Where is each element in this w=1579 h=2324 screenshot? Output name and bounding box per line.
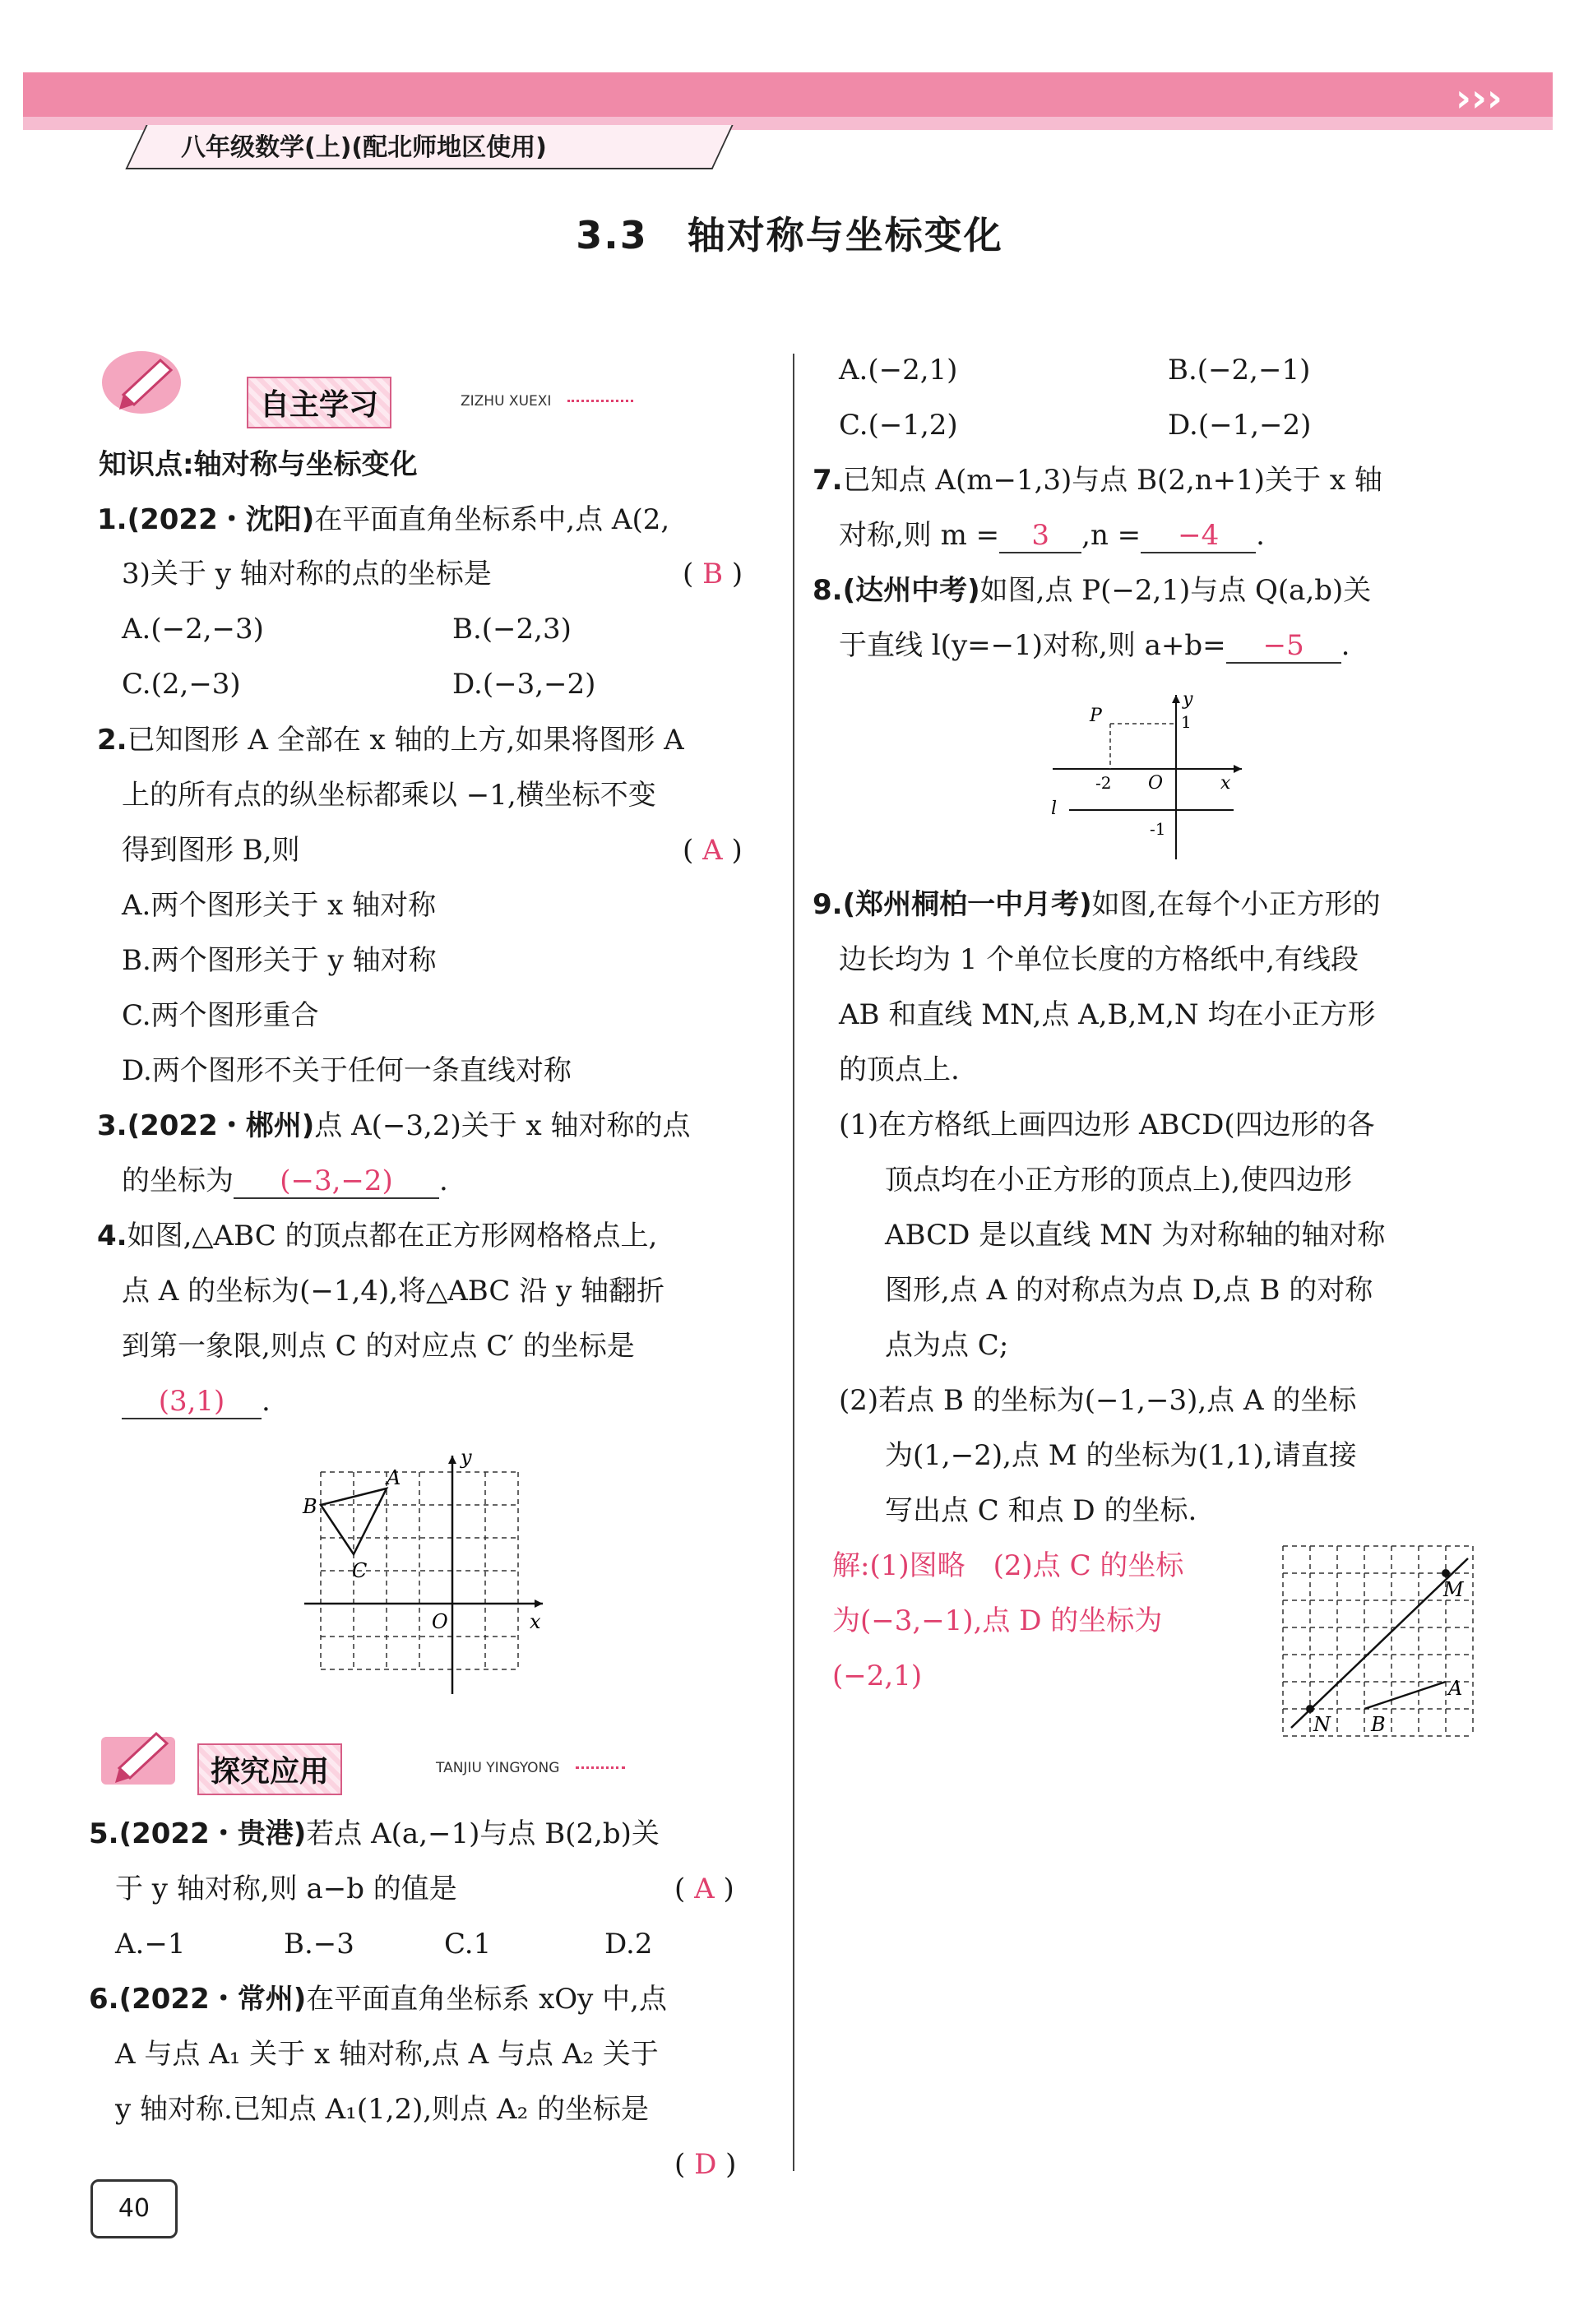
pen-notebook-icon	[95, 1719, 185, 1793]
q3-line1: 3.(2022・郴州)点 A(−3,2)关于 x 轴对称的点	[97, 1109, 691, 1142]
q9-part1-line4: 图形,点 A 的对称点为点 D,点 B 的对称	[885, 1274, 1373, 1307]
q4-line4: (3,1) .	[122, 1385, 271, 1419]
q9-solution-line2: 为(−3,−1),点 D 的坐标为	[832, 1604, 1163, 1637]
q9-part2-line1: (2)若点 B 的坐标为(−1,−3),点 A 的坐标	[839, 1384, 1357, 1417]
q8-answer: −5	[1226, 629, 1341, 664]
q9-grid-figure	[1279, 1542, 1484, 1743]
q2-option-d: D.两个图形不关于任何一条直线对称	[122, 1054, 572, 1087]
q6-answer: ( D )	[674, 2148, 737, 2181]
q6-option-d: D.(−1,−2)	[1168, 409, 1312, 442]
q9-solution-line1: 解:(1)图略 (2)点 C 的坐标	[832, 1549, 1184, 1582]
q9-solution-line3: (−2,1)	[832, 1660, 923, 1692]
q9-label-a: A	[1448, 1677, 1463, 1700]
q4-grid-figure	[296, 1447, 559, 1702]
q8-label-neg1: -1	[1150, 819, 1166, 839]
q1-option-c: C.(2,−3)	[122, 668, 241, 701]
section-self-study: 自主学习	[247, 377, 391, 428]
q9-line4: 的顶点上.	[839, 1053, 960, 1086]
q7-answer-m: 3	[999, 519, 1081, 553]
q2-line3: 得到图形 B,则	[122, 834, 300, 867]
dotted-arrow	[576, 1766, 625, 1769]
q1-option-b: B.(−2,3)	[452, 613, 572, 646]
header-band	[23, 72, 1553, 117]
q8-label-x: x	[1220, 773, 1231, 794]
q9-label-b: B	[1371, 1713, 1386, 1736]
q5-line2: 于 y 轴对称,则 a−b 的值是	[115, 1873, 457, 1905]
dotted-arrow	[567, 400, 633, 402]
q6-option-c: C.(−1,2)	[839, 409, 958, 442]
q6-option-a: A.(−2,1)	[839, 354, 958, 387]
section-explore-apply-pinyin: TANJIU YINGYONG	[436, 1760, 560, 1776]
q3-line2: 的坐标为 (−3,−2) .	[122, 1164, 448, 1197]
knowledge-point: 知识点:轴对称与坐标变化	[99, 448, 418, 481]
q2-option-a: A.两个图形关于 x 轴对称	[122, 889, 437, 922]
q2-line1: 2.已知图形 A 全部在 x 轴的上方,如果将图形 A	[97, 724, 684, 757]
q4-label-y: y	[461, 1447, 472, 1469]
q4-line2: 点 A 的坐标为(−1,4),将△ABC 沿 y 轴翻折	[122, 1275, 665, 1308]
section-self-study-pinyin: ZIZHU XUEXI	[461, 393, 552, 410]
q1-option-d: D.(−3,−2)	[452, 668, 596, 701]
q3-answer: (−3,−2)	[234, 1164, 439, 1199]
q8-axes-figure	[1044, 687, 1258, 863]
chevron-right-icon: ›››	[1456, 76, 1503, 120]
q4-label-b: B	[303, 1495, 317, 1518]
q8-label-p: P	[1090, 706, 1102, 726]
section-explore-apply: 探究应用	[197, 1743, 342, 1795]
page-title: 3.3 轴对称与坐标变化	[576, 213, 1003, 257]
q8-label-y: y	[1183, 689, 1193, 710]
q2-answer: ( A )	[683, 834, 743, 867]
q9-part2-line2: 为(1,−2),点 M 的坐标为(1,1),请直接	[885, 1439, 1357, 1472]
column-divider	[793, 354, 794, 2171]
q9-part1-line1: (1)在方格纸上画四边形 ABCD(四边形的各	[839, 1109, 1375, 1141]
q9-part1-line5: 点为点 C;	[885, 1329, 1009, 1362]
q6-line1: 6.(2022・常州)在平面直角坐标系 xOy 中,点	[89, 1983, 667, 2016]
q1-option-a: A.(−2,−3)	[122, 613, 264, 646]
q4-line1: 4.如图,△ABC 的顶点都在正方形网格格点上,	[97, 1220, 658, 1252]
q5-option-b: B.−3	[284, 1928, 354, 1961]
q4-line3: 到第一象限,则点 C 的对应点 C′ 的坐标是	[122, 1330, 635, 1363]
q9-label-m: M	[1443, 1578, 1464, 1601]
q1-answer: ( B )	[683, 558, 743, 590]
q9-line1: 9.(郑州桐柏一中月考)如图,在每个小正方形的	[813, 888, 1381, 921]
q9-part1-line2: 顶点均在小正方形的顶点上),使四边形	[885, 1164, 1353, 1197]
q5-option-a: A.−1	[115, 1928, 186, 1961]
q4-label-a: A	[387, 1466, 401, 1489]
q7-line1: 7.已知点 A(m−1,3)与点 B(2,n+1)关于 x 轴	[813, 464, 1382, 497]
q9-part2-line3: 写出点 C 和点 D 的坐标.	[885, 1494, 1197, 1527]
q1-line1: 1.(2022・沈阳)在平面直角坐标系中,点 A(2,	[97, 503, 670, 536]
q7-line2: 对称,则 m = 3 ,n = −4 .	[839, 519, 1265, 552]
q7-answer-n: −4	[1141, 519, 1256, 553]
q9-line2: 边长均为 1 个单位长度的方格纸中,有线段	[839, 943, 1359, 976]
q9-line3: AB 和直线 MN,点 A,B,M,N 均在小正方形	[839, 998, 1376, 1031]
q9-part1-line3: ABCD 是以直线 MN 为对称轴的轴对称	[885, 1219, 1386, 1252]
q8-line1: 8.(达州中考)如图,点 P(−2,1)与点 Q(a,b)关	[813, 574, 1372, 607]
pencil-icon	[99, 345, 189, 419]
q6-line2: A 与点 A₁ 关于 x 轴对称,点 A 与点 A₂ 关于	[115, 2038, 659, 2071]
q8-label-l: l	[1051, 799, 1058, 819]
q2-option-b: B.两个图形关于 y 轴对称	[122, 944, 437, 977]
q5-answer: ( A )	[674, 1873, 734, 1905]
page-number: 40	[90, 2179, 178, 2238]
q4-label-o: O	[432, 1610, 448, 1633]
q8-label-1: 1	[1181, 712, 1192, 732]
q2-line2: 上的所有点的纵坐标都乘以 −1,横坐标不变	[122, 779, 656, 812]
q5-option-c: C.1	[444, 1928, 492, 1961]
q4-answer: (3,1)	[122, 1385, 262, 1419]
q9-label-n: N	[1313, 1713, 1331, 1736]
q6-line3: y 轴对称.已知点 A₁(1,2),则点 A₂ 的坐标是	[115, 2093, 650, 2126]
q8-label-o: O	[1148, 773, 1164, 794]
q4-label-x: x	[530, 1610, 541, 1633]
q2-option-c: C.两个图形重合	[122, 999, 319, 1032]
q8-label-neg2: -2	[1095, 773, 1112, 793]
q4-label-c: C	[352, 1559, 368, 1582]
q6-option-b: B.(−2,−1)	[1168, 354, 1311, 387]
book-title: 八年级数学(上)(配北师地区使用)	[181, 133, 547, 162]
q1-line2: 3)关于 y 轴对称的点的坐标是	[122, 558, 492, 590]
q8-line2: 于直线 l(y=−1)对称,则 a+b= −5 .	[839, 629, 1350, 662]
q5-line1: 5.(2022・贵港)若点 A(a,−1)与点 B(2,b)关	[89, 1817, 660, 1850]
q5-option-d: D.2	[604, 1928, 653, 1961]
